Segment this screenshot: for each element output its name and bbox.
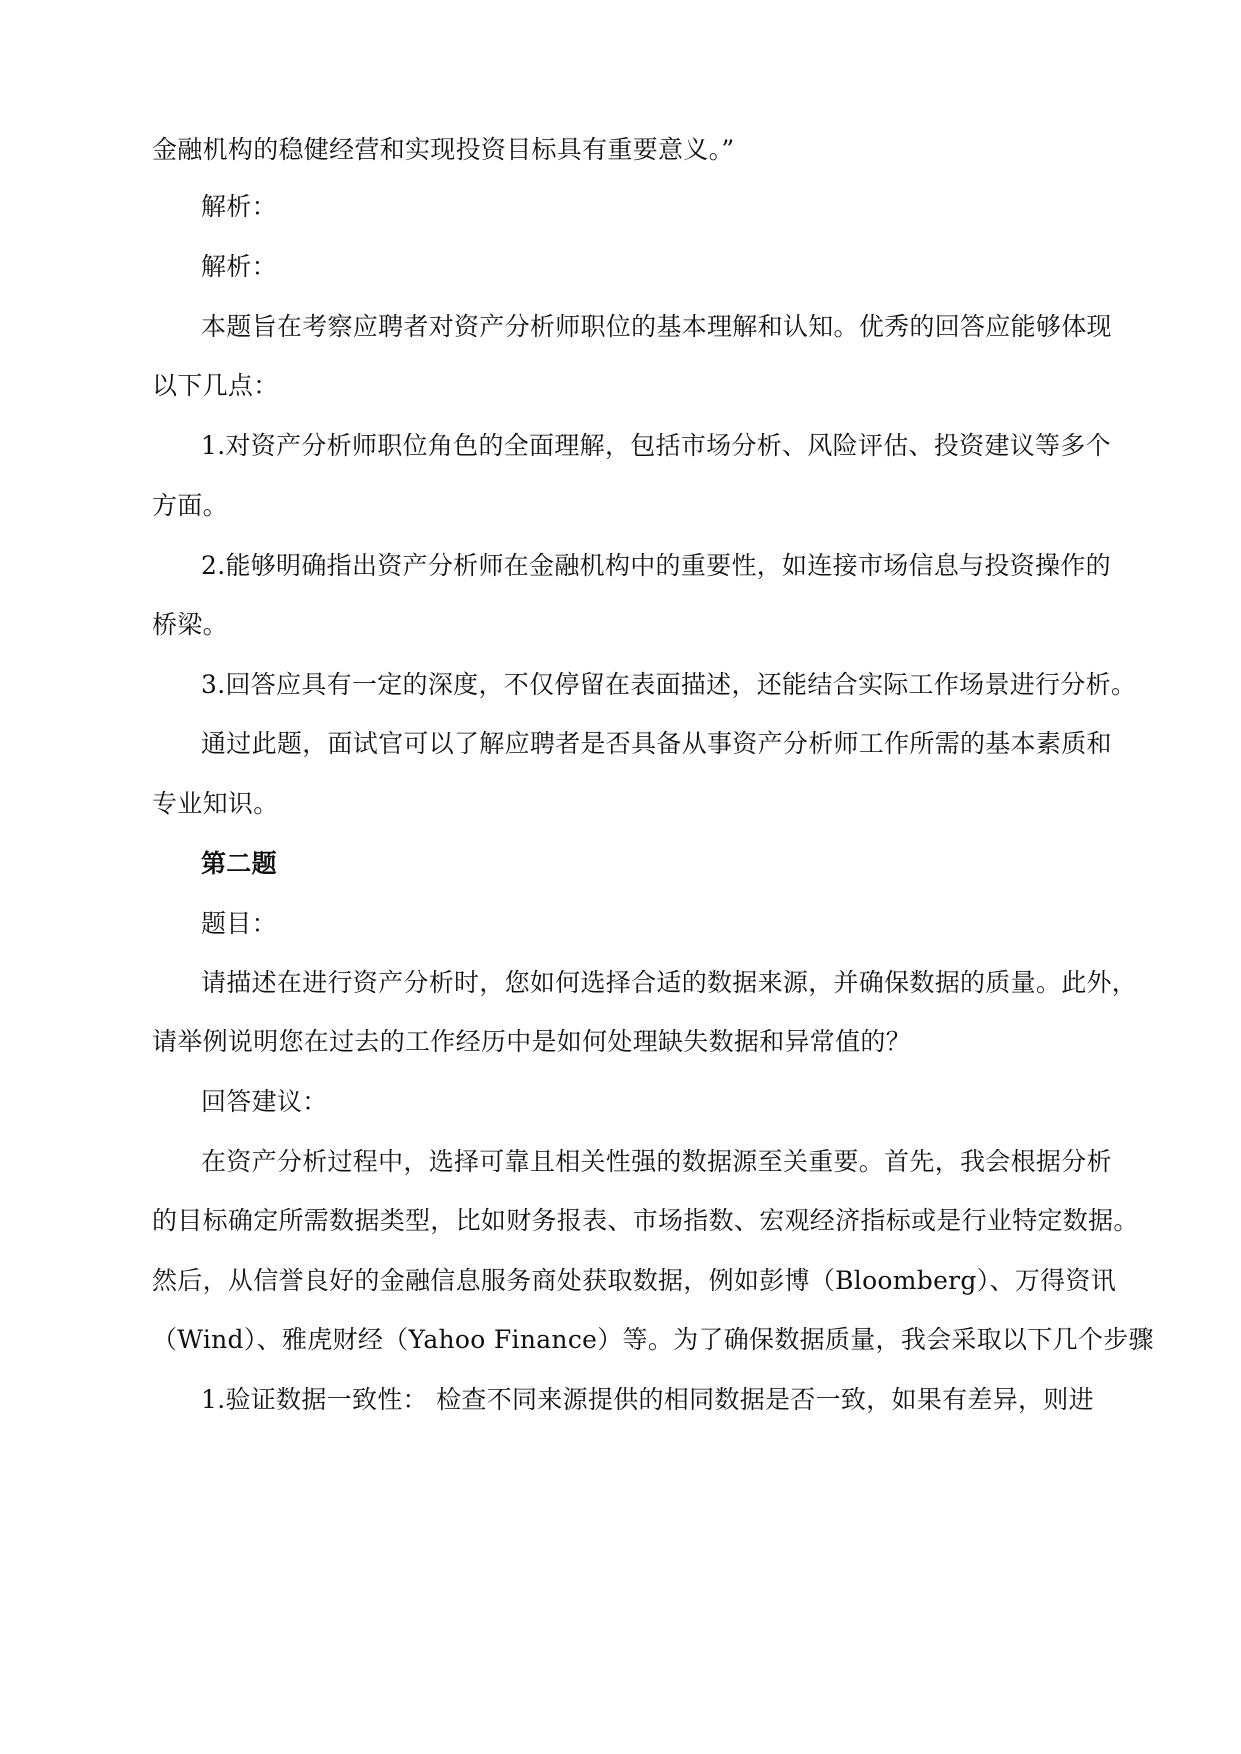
paragraph-line: 本题旨在考察应聘者对资产分析师职位的基本理解和认知。优秀的回答应能够体现 xyxy=(201,312,1112,341)
paragraph-line: 的目标确定所需数据类型，比如财务报表、市场指数、宏观经济指标或是行业特定数据。 xyxy=(152,1206,1139,1235)
paragraph-line: 请描述在进行资产分析时，您如何选择合适的数据来源，并确保数据的质量。此外， xyxy=(201,968,1138,997)
paragraph-line: 以下几点： xyxy=(152,371,279,400)
paragraph-line: 桥梁。 xyxy=(152,610,228,639)
paragraph-line: 请举例说明您在过去的工作经历中是如何处理缺失数据和异常值的？ xyxy=(152,1027,912,1056)
section-heading: 第二题 xyxy=(201,849,277,878)
paragraph-line: 专业知识。 xyxy=(152,789,279,818)
paragraph-line: 然后，从信誉良好的金融信息服务商处获取数据，例如彭博（Bloomberg）、万得资讯 xyxy=(152,1266,1117,1295)
list-item-line: 2.能够明确指出资产分析师在金融机构中的重要性，如连接市场信息与投资操作的 xyxy=(201,551,1111,580)
paragraph-line: 方面。 xyxy=(152,491,228,520)
list-item-line: 1.对资产分析师职位角色的全面理解，包括市场分析、风险评估、投资建议等多个 xyxy=(201,431,1111,460)
paragraph-line: 在资产分析过程中，选择可靠且相关性强的数据源至关重要。首先，我会根据分析 xyxy=(201,1147,1112,1176)
paragraph-line: 解析： xyxy=(201,252,277,281)
list-item-line: 1.验证数据一致性： 检查不同来源提供的相同数据是否一致，如果有差异，则进 xyxy=(201,1385,1094,1414)
paragraph-line: 解析： xyxy=(201,192,277,221)
list-item-line: 3.回答应具有一定的深度，不仅停留在表面描述，还能结合实际工作场景进行分析。 xyxy=(201,670,1137,699)
paragraph-line: 题目： xyxy=(201,909,277,938)
paragraph-line: 回答建议： xyxy=(201,1087,328,1116)
paragraph-line: （Wind）、雅虎财经（Yahoo Finance）等。为了确保数据质量，我会采取以下几个步骤 xyxy=(152,1325,1154,1354)
paragraph-line: 金融机构的稳健经营和实现投资目标具有重要意义。” xyxy=(152,135,735,164)
paragraph-line: 通过此题，面试官可以了解应聘者是否具备从事资产分析师工作所需的基本素质和 xyxy=(201,729,1112,758)
